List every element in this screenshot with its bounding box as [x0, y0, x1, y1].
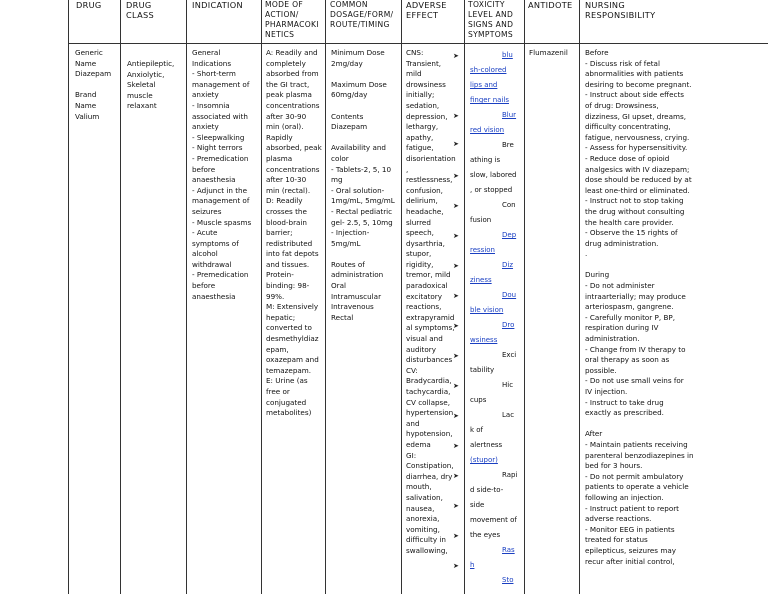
cell-dosage: Minimum Dose 2mg/day Maximum Dose 60mg/day Contents Diazepam Availability and color - Tablets-2, 5, 10 mg - Oral solution- 1mg/mL, 5mg/mL - Rectal pediatric gel- 2.5, 5, 10mg - Injection- 5mg/mL Routes of administration Oral Intramuscular Intravenous Rectal [331, 48, 395, 322]
symptom-link[interactable]: sh-colored [470, 66, 507, 74]
symptom-text: Con [502, 201, 516, 209]
symptom-text: Lac [502, 411, 515, 419]
header-nursing: NURSING RESPONSIBILITY [585, 0, 656, 21]
arrow-marker: ➤ [453, 442, 459, 450]
symptom-link[interactable]: red vision [470, 126, 505, 134]
column-antidote [525, 0, 580, 594]
symptom-text: d side-to- [470, 486, 504, 494]
header-drug-class: DRUG CLASS [126, 0, 154, 21]
symptom-text: Bre [502, 141, 514, 149]
header-moa: MODE OF ACTION/ PHARMACOKI NETICS [265, 0, 319, 39]
symptom-link[interactable]: ble vision [470, 306, 504, 314]
arrow-marker: ➤ [453, 502, 459, 510]
header-dosage: COMMON DOSAGE/FORM/ ROUTE/TIMING [330, 0, 394, 29]
symptom-text: k of [470, 426, 484, 434]
cell-antidote: Flumazenil [529, 48, 568, 57]
symptom-text: , or stopped [470, 186, 513, 194]
symptom-text: the eyes [470, 531, 501, 539]
cell-drug: Generic Name Diazepam Brand Name Valium [75, 48, 112, 121]
arrow-marker: ➤ [453, 262, 459, 270]
symptom-link[interactable]: Blur [502, 111, 517, 119]
symptom-text: athing is [470, 156, 501, 164]
cell-moa: A: Readily and completely absorbed from the GI tract, peak plasma concentrations after 30-90 min (oral). Rapidly absorbed, peak plasma concentrations after 10-30 min (rectal). D: Readily crosses the blood-brain barrier; redistributed into fat depots and tissues. Protein- binding: 98- 99%. M: Extensively hepatic; converted to desmethyldiaz epam, oxazepam and temazepam. E: Urine (as free or conjugated metabolites) [266, 48, 322, 418]
symptom-link[interactable]: Dro [502, 321, 515, 329]
symptom-link[interactable]: blu [502, 51, 513, 59]
arrow-marker: ➤ [453, 112, 459, 120]
arrow-marker: ➤ [453, 412, 459, 420]
arrow-marker: ➤ [453, 140, 459, 148]
symptom-link[interactable]: ziness [470, 276, 492, 284]
symptom-link[interactable]: (stupor) [470, 456, 498, 464]
arrow-marker: ➤ [453, 562, 459, 570]
header-adverse: ADVERSE EFFECT [406, 0, 447, 21]
cell-adverse: CNS: Transient, mild drowsiness initially; sedation, depression, lethargy, apathy, fatigue, disorientation , restlessness, confusion, delirium, headache, slurred speech, dysarthria, stupor, rigidity, tremor, mild paradoxical excitatory reactions, extrapyramid al symptoms, visual and auditory disturbances CV: Bradycardia, tachycardia, CV collapse, hypertension and hypotension, edema GI: Constipation, diarrhea, dry mouth, salivation, nausea, anorexia, vomiting, difficulty in swallowing, [406, 48, 456, 555]
symptom-text: Exci [502, 351, 517, 359]
symptom-text: Rapi [502, 471, 518, 479]
arrow-marker: ➤ [453, 202, 459, 210]
cell-indication: General Indications - Short-term management of anxiety - Insomnia associated with anxiety - Sleepwalking - Night terrors - Premedication before anaesthesia - Adjunct in the management of seizures - Muscle spasms - Acute symptoms of alcohol withdrawal - Premedication before anaesthesia [192, 48, 252, 301]
symptom-text: tability [470, 366, 495, 374]
symptom-text: fusion [470, 216, 492, 224]
symptom-text: movement of [470, 516, 517, 524]
symptom-text: Hic [502, 381, 514, 389]
header-indication: INDICATION [192, 0, 243, 10]
symptom-text: cups [470, 396, 487, 404]
arrow-marker: ➤ [453, 322, 459, 330]
symptom-link[interactable]: ression [470, 246, 495, 254]
arrow-marker: ➤ [453, 382, 459, 390]
symptom-text: alertness [470, 441, 503, 449]
symptom-link[interactable]: Ras [502, 546, 515, 554]
symptom-text: side [470, 501, 485, 509]
symptom-link[interactable]: lips and [470, 81, 498, 89]
symptom-link[interactable]: Diz [502, 261, 514, 269]
arrow-marker: ➤ [453, 172, 459, 180]
arrow-marker: ➤ [453, 292, 459, 300]
header-toxicity: TOXICITY LEVEL AND SIGNS AND SYMPTOMS [468, 0, 514, 39]
symptom-link[interactable]: Dep [502, 231, 517, 239]
arrow-marker: ➤ [453, 232, 459, 240]
symptom-link[interactable]: wsiness [470, 336, 498, 344]
arrow-marker: ➤ [453, 352, 459, 360]
symptom-link[interactable]: Sto [502, 576, 514, 584]
arrow-marker: ➤ [453, 532, 459, 540]
toxicity-symptom-list [470, 48, 522, 588]
arrow-marker: ➤ [453, 52, 459, 60]
symptom-link[interactable]: h [470, 561, 475, 569]
cell-nursing: Before - Discuss risk of fetal abnormalities with patients desiring to become pregnant. - Instruct about side effects of drug: Drowsiness, dizziness, GI upset, dreams, difficulty concentrating, fatigue, nervousness, crying. - Assess for hypersensitivity. - Reduce dose of opioid analgesics with IV diazepam; dose should be reduced by at least one-third or eliminated. - Instruct not to stop taking the drug without consulting the health care provider. - Observe the 15 rights of drug administration. . During - Do not administer intraarterially; may produce arteriospasm, gangrene. - Carefully monitor P, BP, respiration during IV administration. - Change from IV therapy to oral therapy as soon as possible. - Do not use small veins for IV injection. - Instruct to take drug exactly as prescribed. After - Maintain patients receiving parenteral benzodiazepines in bed for 3 hours. - Do not permit ambulatory patients to operate a vehicle following an injection. - Instruct patient to report adverse reactions. - Monitor EEG in patients treated for status epilepticus, seizures may recur after initial control, [585, 48, 694, 566]
symptom-text: slow, labored [470, 171, 517, 179]
header-antidote: ANTIDOTE [528, 0, 573, 10]
header-drug: DRUG [76, 0, 102, 10]
cell-drug-class: Antiepileptic, Anxiolytic, Skeletal muscle relaxant [127, 59, 175, 111]
symptom-link[interactable]: Dou [502, 291, 517, 299]
symptom-link[interactable]: finger nails [470, 96, 509, 104]
arrow-marker: ➤ [453, 472, 459, 480]
